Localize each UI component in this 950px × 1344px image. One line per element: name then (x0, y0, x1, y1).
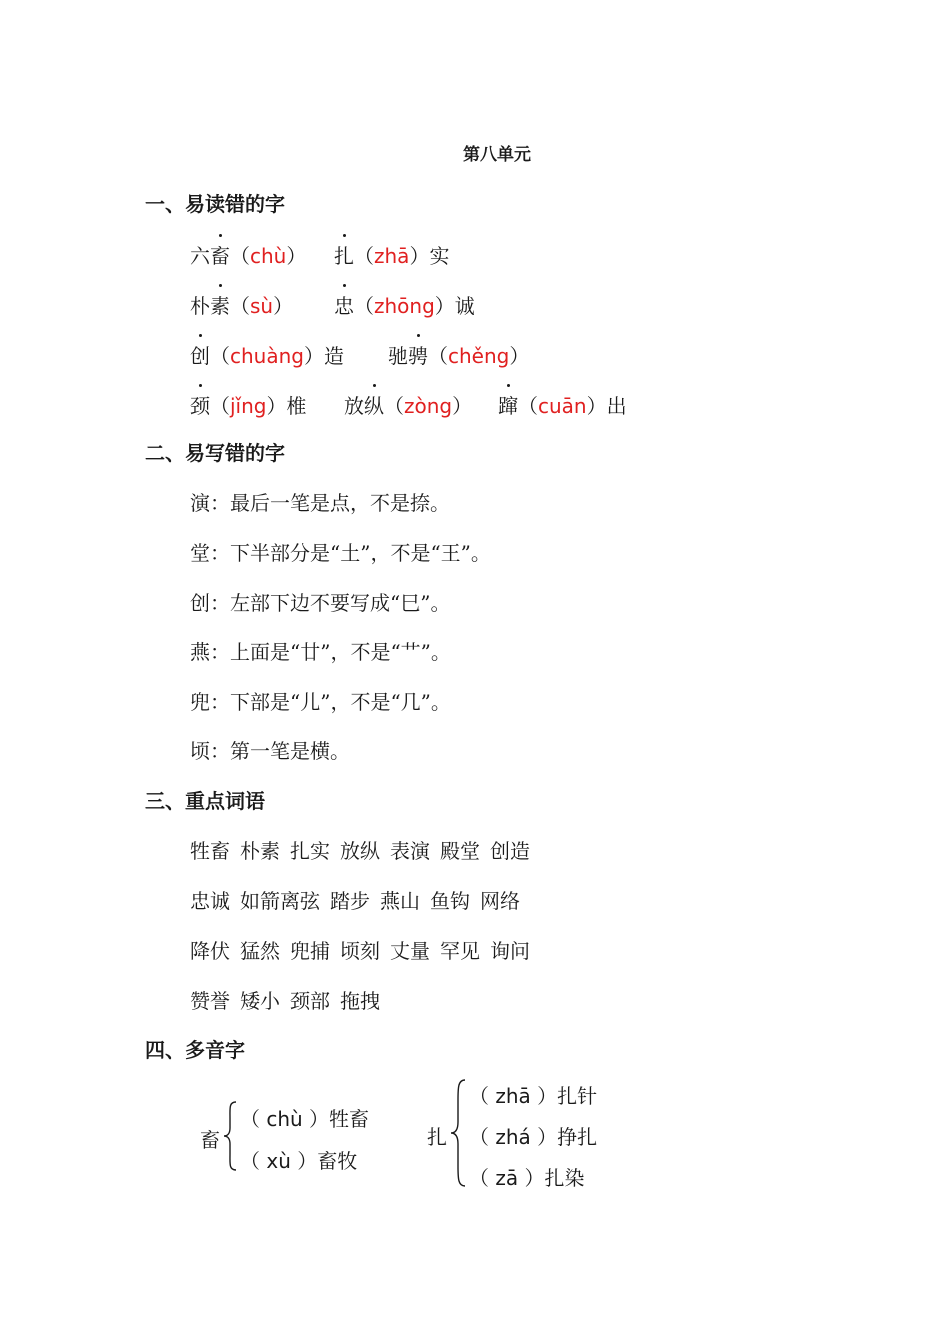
misread-item: 颈（jǐng）椎 (190, 390, 306, 419)
polyphone-char-zha: 扎 (427, 1125, 447, 1149)
section-heading-misread: 一、易读错的字 (145, 192, 285, 216)
key-word: 询问 (490, 939, 530, 963)
key-word: 忠诚 (190, 889, 230, 913)
key-word: 猛然 (240, 939, 280, 963)
miswritten-line: 兜：下部是“儿”，不是“几”。 (190, 690, 451, 714)
key-word: 赞誉 (190, 989, 230, 1013)
key-words-row-1 (190, 835, 540, 864)
polyphone-char-chu: 畜 (200, 1128, 220, 1152)
miswritten-line: 燕：上面是“廿”，不是“艹”。 (190, 640, 451, 664)
misread-item: 扎（zhā）实 (334, 240, 449, 269)
miswritten-line: 堂：下半部分是“土”，不是“王”。 (190, 541, 491, 565)
key-word: 放纵 (340, 839, 380, 863)
polyphone-reading: （ chù ）牲畜 (240, 1107, 370, 1131)
key-word: 颈部 (290, 989, 330, 1013)
misread-item: 创（chuàng）造 (190, 340, 344, 369)
misread-item: 朴素（sù） (190, 290, 293, 319)
key-word: 网络 (480, 889, 520, 913)
key-word: 降伏 (190, 939, 230, 963)
miswritten-line: 演：最后一笔是点，不是捺。 (190, 491, 450, 515)
key-word: 鱼钩 (430, 889, 470, 913)
section-heading-polyphones: 四、多音字 (145, 1038, 245, 1062)
key-word: 牲畜 (190, 839, 230, 863)
key-words-row-3 (190, 935, 540, 964)
key-word: 罕见 (440, 939, 480, 963)
section-heading-key-words: 三、重点词语 (145, 789, 265, 813)
misread-item: 蹿（cuān）出 (498, 390, 627, 419)
polyphone-reading: （ zhā ）扎针 (469, 1084, 598, 1108)
brace-icon (222, 1100, 238, 1172)
key-word: 创造 (490, 839, 530, 863)
key-word: 扎实 (290, 839, 330, 863)
misread-item: 六畜（chù） (190, 240, 306, 269)
miswritten-line: 创：左部下边不要写成“巳”。 (190, 591, 451, 615)
key-words-row-4 (190, 985, 390, 1014)
key-word: 丈量 (390, 939, 430, 963)
key-words-row-2 (190, 885, 530, 914)
misread-item: 放纵（zòng） (344, 390, 472, 419)
key-word: 拖拽 (340, 989, 380, 1013)
section-heading-miswritten: 二、易写错的字 (145, 441, 285, 465)
polyphone-reading: （ zā ）扎染 (469, 1166, 585, 1190)
miswritten-line: 顷：第一笔是横。 (190, 739, 350, 763)
key-word: 顷刻 (340, 939, 380, 963)
key-word: 如箭离弦 (240, 889, 320, 913)
misread-item: 忠（zhōng）诚 (334, 290, 475, 319)
polyphone-reading: （ xù ）畜牧 (240, 1149, 358, 1173)
brace-icon (449, 1078, 467, 1188)
key-word: 兜捕 (290, 939, 330, 963)
key-word: 殿堂 (440, 839, 480, 863)
page-title: 第八单元 (463, 145, 531, 165)
key-word: 朴素 (240, 839, 280, 863)
key-word: 矮小 (240, 989, 280, 1013)
key-word: 燕山 (380, 889, 420, 913)
misread-item: 驰骋（chěng） (388, 340, 529, 369)
key-word: 踏步 (330, 889, 370, 913)
polyphone-reading: （ zhá ）挣扎 (469, 1125, 598, 1149)
key-word: 表演 (390, 839, 430, 863)
